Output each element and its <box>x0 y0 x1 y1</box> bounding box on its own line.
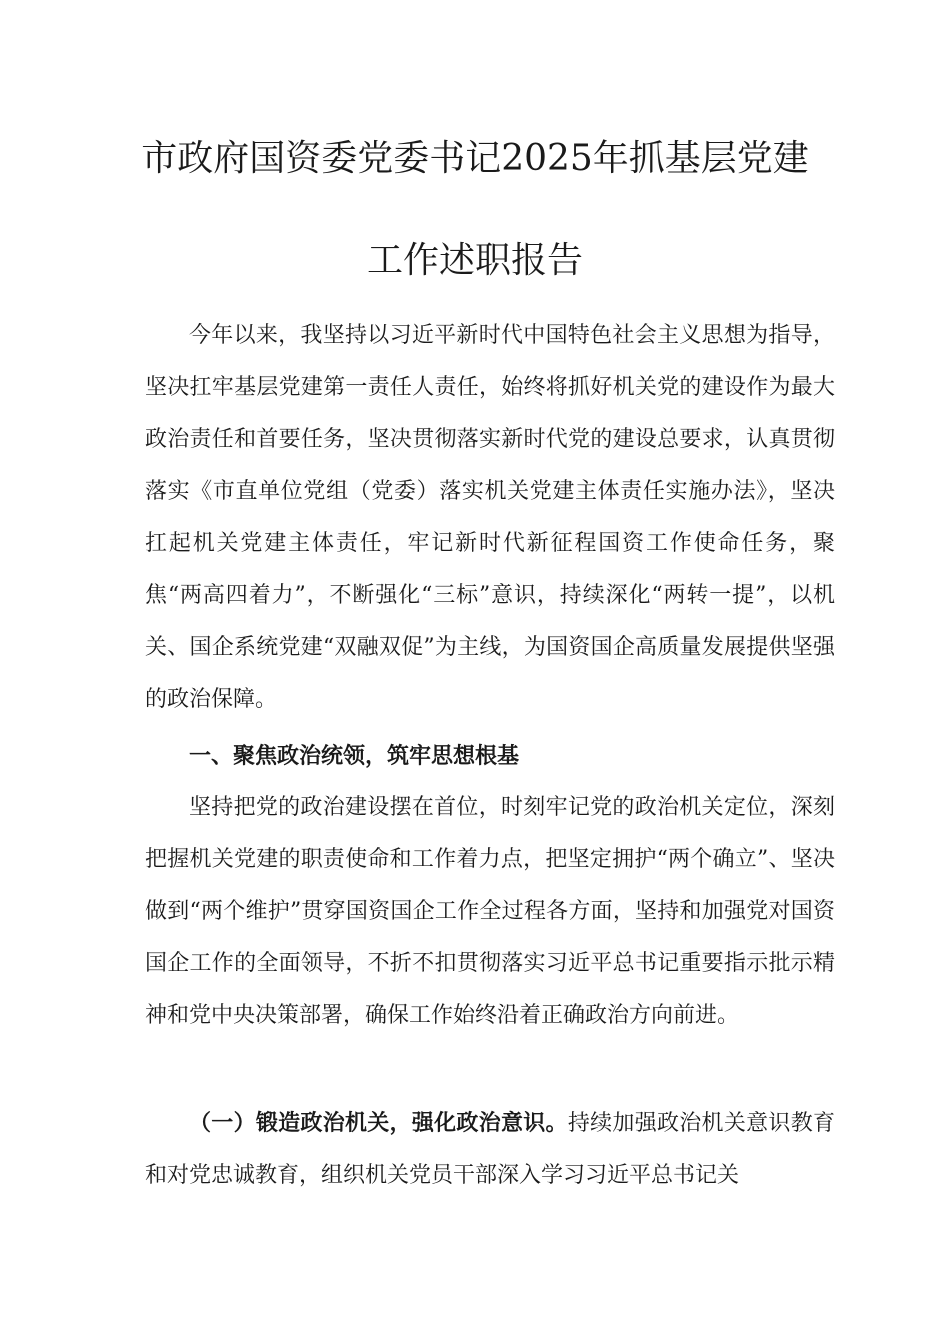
document-title-line-2: 工作述职报告 <box>366 240 583 281</box>
subsection-1-text: 持续加强政治机关意识教育和对党忠诚教育，组织机关党员干部深入学习习近平总书记关 <box>145 1111 835 1188</box>
subsection-1-heading: （一）锻造政治机关，强化政治意识。 <box>189 1110 568 1136</box>
section-heading-1: 一、聚焦政治统领，筑牢思想根基 <box>189 743 520 769</box>
document-title-line-1: 市政府国资委党委书记2025年抓基层党建 <box>141 138 809 179</box>
section-1-paragraph: 坚持把党的政治建设摆在首位，时刻牢记党的政治机关定位，深刻把握机关党建的职责使命和工作着力点，把坚定拥护“两个确立”、坚决做到“两个维护”贯穿国资国企工作全过程各方面，坚持和加强党对国资国企工作的全面领导，不折不扣贯彻落实习近平总书记重要指示批示精神和党中央决策部署，确保工作始终沿着正确政治方向前进。 <box>145 795 835 1028</box>
subsection-1-paragraph <box>145 1097 835 1202</box>
intro-paragraph: 今年以来，我坚持以习近平新时代中国特色社会主义思想为指导，坚决扛牢基层党建第一责任人责任，始终将抓好机关党的建设作为最大政治责任和首要任务，坚决贯彻落实新时代党的建设总要求，认真贯彻落实《市直单位党组（党委）落实机关党建主体责任实施办法》，坚决扛起机关党建主体责任，牢记新时代新征程国资工作使命任务，聚焦“两高四着力”，不断强化“三标”意识，持续深化“两转一提”，以机关、国企系统党建“双融双促”为主线，为国资国企高质量发展提供坚强的政治保障。 <box>145 323 835 712</box>
